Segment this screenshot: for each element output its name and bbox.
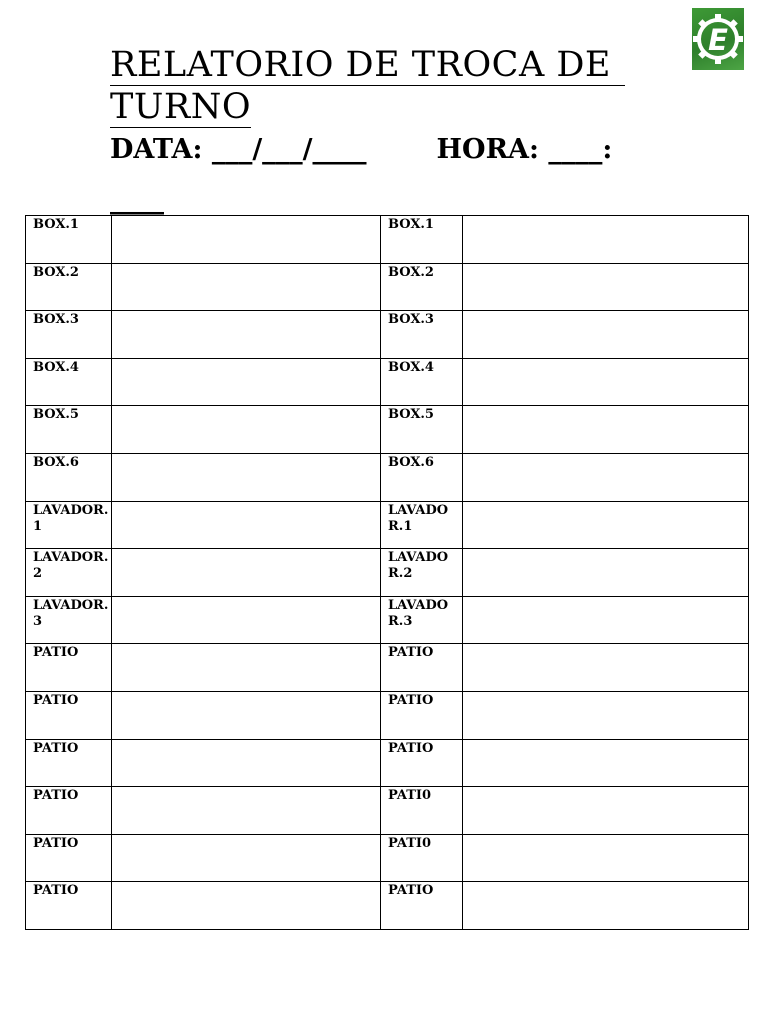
notes-cell-left[interactable]: [112, 311, 381, 359]
notes-cell-right[interactable]: [463, 834, 749, 882]
area-label-right: BOX.1: [381, 216, 463, 264]
area-label-left: PATIO: [26, 882, 112, 930]
table-row: [26, 358, 749, 406]
area-label-right: LAVADOR.3: [381, 596, 463, 644]
notes-cell-right[interactable]: [463, 406, 749, 454]
notes-cell-left[interactable]: [112, 596, 381, 644]
area-label-left: LAVADOR.2: [26, 549, 112, 597]
area-label-left: BOX.4: [26, 358, 112, 406]
area-label-left: PATIO: [26, 787, 112, 835]
notes-cell-left[interactable]: [112, 739, 381, 787]
area-label-left: BOX.1: [26, 216, 112, 264]
table-body: [26, 216, 749, 930]
table-row: [26, 644, 749, 692]
area-label-right: PATIO: [381, 739, 463, 787]
table-row: [26, 549, 749, 597]
notes-cell-left[interactable]: [112, 453, 381, 501]
notes-cell-left[interactable]: [112, 501, 381, 549]
table-row: [26, 787, 749, 835]
table-row: [26, 263, 749, 311]
table-row: [26, 501, 749, 549]
notes-cell-left[interactable]: [112, 644, 381, 692]
area-label-left: PATIO: [26, 834, 112, 882]
area-label-right: BOX.4: [381, 358, 463, 406]
notes-cell-left[interactable]: [112, 834, 381, 882]
notes-cell-right[interactable]: [463, 216, 749, 264]
gear-e-logo-icon: [692, 8, 744, 70]
notes-cell-left[interactable]: [112, 787, 381, 835]
notes-cell-right[interactable]: [463, 644, 749, 692]
area-label-left: LAVADOR.3: [26, 596, 112, 644]
notes-cell-left[interactable]: [112, 691, 381, 739]
notes-cell-left[interactable]: [112, 263, 381, 311]
logo-letter: E: [708, 23, 728, 57]
table-row: [26, 311, 749, 359]
area-label-right: PATIO: [381, 644, 463, 692]
area-label-left: BOX.5: [26, 406, 112, 454]
area-label-left: PATIO: [26, 644, 112, 692]
table-row: [26, 453, 749, 501]
notes-cell-right[interactable]: [463, 311, 749, 359]
area-label-left: BOX.6: [26, 453, 112, 501]
notes-cell-right[interactable]: [463, 549, 749, 597]
area-label-right: BOX.2: [381, 263, 463, 311]
company-logo: [692, 8, 744, 70]
notes-cell-left[interactable]: [112, 882, 381, 930]
page-title: [110, 44, 650, 128]
area-label-right: PATIO: [381, 882, 463, 930]
notes-cell-left[interactable]: [112, 549, 381, 597]
notes-cell-right[interactable]: [463, 882, 749, 930]
time-label: HORA: ____:: [436, 134, 613, 165]
area-label-right: PATI0: [381, 787, 463, 835]
notes-cell-right[interactable]: [463, 263, 749, 311]
notes-cell-left[interactable]: [112, 406, 381, 454]
notes-cell-right[interactable]: [463, 501, 749, 549]
area-label-right: BOX.3: [381, 311, 463, 359]
title-line-1: RELATORIO DE TROCA DE: [110, 45, 625, 86]
shift-report-table: [25, 215, 749, 930]
title-line-2: TURNO: [110, 87, 252, 127]
notes-cell-left[interactable]: [112, 358, 381, 406]
area-label-left: PATIO: [26, 691, 112, 739]
notes-cell-right[interactable]: [463, 453, 749, 501]
area-label-left: BOX.3: [26, 311, 112, 359]
notes-cell-right[interactable]: [463, 787, 749, 835]
table-row: [26, 834, 749, 882]
area-label-left: LAVADOR.1: [26, 501, 112, 549]
notes-cell-right[interactable]: [463, 739, 749, 787]
area-label-right: LAVADOR.1: [381, 501, 463, 549]
area-label-right: LAVADOR.2: [381, 549, 463, 597]
table-row: [26, 691, 749, 739]
table-row: [26, 596, 749, 644]
area-label-right: PATIO: [381, 691, 463, 739]
date-time-line: [110, 125, 670, 225]
area-label-right: PATI0: [381, 834, 463, 882]
notes-cell-right[interactable]: [463, 358, 749, 406]
notes-cell-right[interactable]: [463, 596, 749, 644]
area-label-left: PATIO: [26, 739, 112, 787]
area-label-right: BOX.5: [381, 406, 463, 454]
table-row: [26, 406, 749, 454]
table-row: [26, 882, 749, 930]
notes-cell-left[interactable]: [112, 216, 381, 264]
area-label-right: BOX.6: [381, 453, 463, 501]
notes-cell-right[interactable]: [463, 691, 749, 739]
area-label-left: BOX.2: [26, 263, 112, 311]
table-row: [26, 216, 749, 264]
table-row: [26, 739, 749, 787]
time-minutes-blank: ____: [110, 184, 164, 215]
date-label: DATA: ___/___/____: [110, 134, 367, 165]
